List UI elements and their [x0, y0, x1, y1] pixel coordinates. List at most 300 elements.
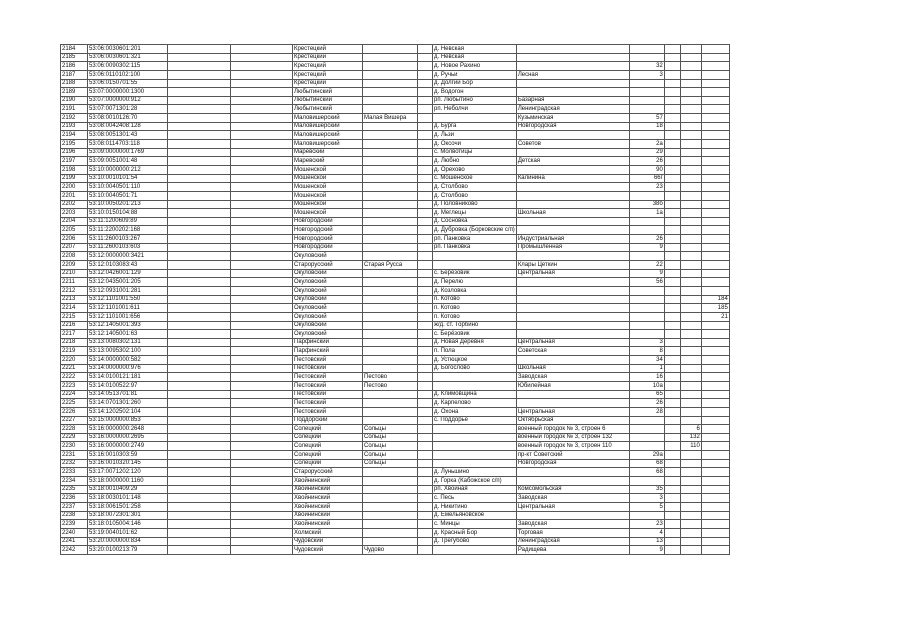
city-cell	[363, 174, 418, 183]
row-number-cell: 2230	[61, 442, 88, 451]
house-number-cell	[629, 252, 664, 261]
city-cell	[363, 140, 418, 149]
empty-col-a-cell	[168, 295, 231, 304]
settlement-cell: д. Красный Бор	[433, 528, 517, 537]
settlement-cell: с. Берёзовик	[433, 269, 517, 278]
house-number-cell	[629, 217, 664, 226]
city-cell	[363, 148, 418, 157]
structure-cell	[680, 330, 701, 339]
house-number-cell: 56	[629, 278, 664, 287]
street-cell: Центральная	[516, 502, 629, 511]
city-cell	[363, 183, 418, 192]
cadastral-number-cell: 53:11:2200202:168	[88, 226, 168, 235]
apartment-cell	[701, 373, 729, 382]
empty-col-a-cell	[168, 537, 231, 546]
house-number-cell	[629, 131, 664, 140]
empty-col-b-cell	[231, 217, 293, 226]
house-number-cell	[629, 53, 664, 62]
structure-cell	[680, 209, 701, 218]
cadastral-number-cell: 53:13:0095302:100	[88, 347, 168, 356]
row-number-cell: 2228	[61, 425, 88, 434]
street-cell	[516, 312, 629, 321]
empty-col-c-cell	[418, 243, 433, 252]
table-row	[61, 148, 730, 157]
empty-col-c-cell	[418, 364, 433, 373]
empty-col-b-cell	[231, 390, 293, 399]
cadastral-number-cell: 53:12:0931001:281	[88, 286, 168, 295]
district-cell: Мошенской	[293, 191, 363, 200]
empty-col-b-cell	[231, 347, 293, 356]
building-cell	[664, 70, 680, 79]
structure-cell	[680, 165, 701, 174]
city-cell	[363, 45, 418, 54]
building-cell	[664, 494, 680, 503]
house-number-cell: 23	[629, 183, 664, 192]
empty-col-a-cell	[168, 477, 231, 486]
city-cell	[363, 209, 418, 218]
city-cell	[363, 347, 418, 356]
cadastral-number-cell: 53:12:1101001:550	[88, 295, 168, 304]
cadastral-number-cell: 53:06:0150701:55	[88, 79, 168, 88]
empty-col-c-cell	[418, 304, 433, 313]
table-row	[61, 62, 730, 71]
empty-col-b-cell	[231, 373, 293, 382]
structure-cell	[680, 304, 701, 313]
house-number-cell: 34	[629, 356, 664, 365]
building-cell	[664, 381, 680, 390]
street-cell: пр-кт Советский	[516, 451, 629, 460]
table-row	[61, 165, 730, 174]
street-cell: Кузьминская	[516, 114, 629, 123]
structure-cell	[680, 88, 701, 97]
empty-col-b-cell	[231, 96, 293, 105]
structure-cell	[680, 286, 701, 295]
cadastral-number-cell: 53:18:0000000:1160	[88, 477, 168, 486]
cadastral-number-cell: 53:14:0100522:97	[88, 381, 168, 390]
apartment-cell	[701, 53, 729, 62]
structure-cell	[680, 407, 701, 416]
table-row	[61, 122, 730, 131]
structure-cell	[680, 70, 701, 79]
table-row	[61, 174, 730, 183]
empty-col-c-cell	[418, 286, 433, 295]
cadastral-number-cell: 53:06:0030601:201	[88, 45, 168, 54]
building-cell	[664, 520, 680, 529]
apartment-cell	[701, 217, 729, 226]
table-row	[61, 53, 730, 62]
street-cell: военный городок № 3, строен 110	[516, 442, 629, 451]
empty-col-b-cell	[231, 148, 293, 157]
row-number-cell: 2238	[61, 511, 88, 520]
cadastral-number-cell: 53:16:0010303:59	[88, 451, 168, 460]
empty-col-c-cell	[418, 252, 433, 261]
apartment-cell: 184	[701, 295, 729, 304]
structure-cell: 110	[680, 442, 701, 451]
street-cell	[516, 200, 629, 209]
empty-col-a-cell	[168, 502, 231, 511]
city-cell: Сольцы	[363, 433, 418, 442]
cadastral-number-cell: 53:08:0010126:70	[88, 114, 168, 123]
structure-cell	[680, 451, 701, 460]
district-cell: Хвойнинский	[293, 502, 363, 511]
street-cell	[516, 356, 629, 365]
empty-col-b-cell	[231, 304, 293, 313]
empty-col-c-cell	[418, 312, 433, 321]
table-row	[61, 321, 730, 330]
table-row	[61, 105, 730, 114]
apartment-cell	[701, 433, 729, 442]
street-cell	[516, 278, 629, 287]
empty-col-b-cell	[231, 399, 293, 408]
empty-col-b-cell	[231, 88, 293, 97]
cadastral-number-cell: 53:11:2600103:603	[88, 243, 168, 252]
empty-col-c-cell	[418, 330, 433, 339]
house-number-cell	[629, 88, 664, 97]
district-cell: Окуловский	[293, 269, 363, 278]
empty-col-c-cell	[418, 269, 433, 278]
row-number-cell: 2239	[61, 520, 88, 529]
settlement-cell: д. Новое Рахино	[433, 62, 517, 71]
table-row	[61, 96, 730, 105]
settlement-cell: п. Пола	[433, 347, 517, 356]
district-cell: Крестецкий	[293, 79, 363, 88]
building-cell	[664, 79, 680, 88]
house-number-cell: 3	[629, 494, 664, 503]
empty-col-c-cell	[418, 356, 433, 365]
house-number-cell: 13	[629, 537, 664, 546]
empty-col-a-cell	[168, 131, 231, 140]
settlement-cell: д. Трегубово	[433, 537, 517, 546]
building-cell	[664, 278, 680, 287]
row-number-cell: 2205	[61, 226, 88, 235]
cadastral-number-cell: 53:12:0435001:205	[88, 278, 168, 287]
city-cell	[363, 131, 418, 140]
house-number-cell: 9	[629, 243, 664, 252]
house-number-cell: 32	[629, 62, 664, 71]
empty-col-b-cell	[231, 157, 293, 166]
street-cell: военный городок № 3, строен 6	[516, 425, 629, 434]
empty-col-b-cell	[231, 468, 293, 477]
row-number-cell: 2187	[61, 70, 88, 79]
street-cell	[516, 217, 629, 226]
house-number-cell	[629, 433, 664, 442]
empty-col-b-cell	[231, 70, 293, 79]
city-cell	[363, 511, 418, 520]
settlement-cell: д. Новая Деревня	[433, 338, 517, 347]
row-number-cell: 2191	[61, 105, 88, 114]
district-cell: Окуловский	[293, 321, 363, 330]
row-number-cell: 2203	[61, 209, 88, 218]
city-cell	[363, 200, 418, 209]
district-cell: Поддорский	[293, 416, 363, 425]
building-cell	[664, 416, 680, 425]
empty-col-a-cell	[168, 114, 231, 123]
building-cell	[664, 502, 680, 511]
city-cell	[363, 122, 418, 131]
empty-col-c-cell	[418, 278, 433, 287]
empty-col-a-cell	[168, 183, 231, 192]
empty-col-c-cell	[418, 520, 433, 529]
table-row	[61, 468, 730, 477]
empty-col-b-cell	[231, 79, 293, 88]
apartment-cell	[701, 114, 729, 123]
city-cell	[363, 252, 418, 261]
city-cell: Пестово	[363, 381, 418, 390]
row-number-cell: 2213	[61, 295, 88, 304]
district-cell: Мошенской	[293, 200, 363, 209]
row-number-cell: 2235	[61, 485, 88, 494]
structure-cell	[680, 252, 701, 261]
city-cell	[363, 286, 418, 295]
empty-col-a-cell	[168, 433, 231, 442]
apartment-cell	[701, 321, 729, 330]
empty-col-a-cell	[168, 191, 231, 200]
city-cell	[363, 477, 418, 486]
street-cell: Промышленная	[516, 243, 629, 252]
street-cell: Новгородская	[516, 122, 629, 131]
structure-cell	[680, 53, 701, 62]
table-row	[61, 200, 730, 209]
district-cell: Хвойнинский	[293, 511, 363, 520]
structure-cell	[680, 45, 701, 54]
building-cell	[664, 261, 680, 270]
district-cell: Пестовский	[293, 407, 363, 416]
city-cell	[363, 278, 418, 287]
apartment-cell	[701, 96, 729, 105]
city-cell	[363, 390, 418, 399]
empty-col-b-cell	[231, 312, 293, 321]
street-cell	[516, 286, 629, 295]
settlement-cell: д. Льзи	[433, 131, 517, 140]
city-cell: Пестово	[363, 373, 418, 382]
empty-col-c-cell	[418, 70, 433, 79]
structure-cell	[680, 459, 701, 468]
street-cell	[516, 399, 629, 408]
city-cell	[363, 165, 418, 174]
row-number-cell: 2220	[61, 356, 88, 365]
cadastral-number-cell: 53:20:0000000:834	[88, 537, 168, 546]
empty-col-c-cell	[418, 217, 433, 226]
settlement-cell: д. Карпелово	[433, 399, 517, 408]
settlement-cell: рп. Хвойная	[433, 485, 517, 494]
settlement-cell	[433, 373, 517, 382]
row-number-cell: 2206	[61, 235, 88, 244]
table-row	[61, 114, 730, 123]
empty-col-a-cell	[168, 459, 231, 468]
district-cell: Пестовский	[293, 399, 363, 408]
cadastral-number-cell: 53:12:0000000:3421	[88, 252, 168, 261]
table-row	[61, 226, 730, 235]
empty-col-a-cell	[168, 88, 231, 97]
cadastral-number-cell: 53:07:0000000:1300	[88, 88, 168, 97]
district-cell: Новгородский	[293, 243, 363, 252]
structure-cell	[680, 381, 701, 390]
settlement-cell	[433, 459, 517, 468]
settlement-cell: д. Сосновка	[433, 217, 517, 226]
district-cell: Пестовский	[293, 373, 363, 382]
apartment-cell	[701, 528, 729, 537]
city-cell	[363, 356, 418, 365]
row-number-cell: 2229	[61, 433, 88, 442]
empty-col-a-cell	[168, 546, 231, 555]
table-row	[61, 347, 730, 356]
empty-col-c-cell	[418, 122, 433, 131]
apartment-cell	[701, 209, 729, 218]
cadastral-number-cell: 53:18:0030101:148	[88, 494, 168, 503]
apartment-cell	[701, 191, 729, 200]
building-cell	[664, 235, 680, 244]
house-number-cell: 9	[629, 546, 664, 555]
row-number-cell: 2209	[61, 261, 88, 270]
city-cell	[363, 416, 418, 425]
street-cell	[516, 45, 629, 54]
district-cell: Крестецкий	[293, 53, 363, 62]
structure-cell	[680, 79, 701, 88]
settlement-cell: рп. Неболчи	[433, 105, 517, 114]
empty-col-a-cell	[168, 278, 231, 287]
cadastral-number-cell: 53:07:0071301:28	[88, 105, 168, 114]
empty-col-c-cell	[418, 53, 433, 62]
cadastral-number-cell: 53:14:0701301:260	[88, 399, 168, 408]
row-number-cell: 2232	[61, 459, 88, 468]
apartment-cell	[701, 502, 729, 511]
empty-col-a-cell	[168, 269, 231, 278]
street-cell: Ленинградская	[516, 537, 629, 546]
building-cell	[664, 373, 680, 382]
building-cell	[664, 295, 680, 304]
empty-col-b-cell	[231, 235, 293, 244]
empty-col-c-cell	[418, 416, 433, 425]
house-number-cell: 8	[629, 347, 664, 356]
apartment-cell	[701, 425, 729, 434]
house-number-cell: 38б	[629, 200, 664, 209]
settlement-cell	[433, 546, 517, 555]
street-cell	[516, 148, 629, 157]
apartment-cell	[701, 148, 729, 157]
district-cell: Хвойнинский	[293, 477, 363, 486]
district-cell: Пестовский	[293, 356, 363, 365]
empty-col-a-cell	[168, 442, 231, 451]
settlement-cell: рп. Панковка	[433, 243, 517, 252]
district-cell: Чудовский	[293, 546, 363, 555]
street-cell	[516, 88, 629, 97]
apartment-cell	[701, 200, 729, 209]
settlement-cell	[433, 261, 517, 270]
empty-col-b-cell	[231, 174, 293, 183]
empty-col-a-cell	[168, 347, 231, 356]
district-cell: Мошенской	[293, 209, 363, 218]
empty-col-c-cell	[418, 425, 433, 434]
cadastral-number-cell: 53:16:0000000:2648	[88, 425, 168, 434]
empty-col-c-cell	[418, 502, 433, 511]
empty-col-b-cell	[231, 407, 293, 416]
apartment-cell	[701, 269, 729, 278]
empty-col-a-cell	[168, 140, 231, 149]
table-row	[61, 502, 730, 511]
building-cell	[664, 537, 680, 546]
street-cell: Новгородская	[516, 459, 629, 468]
cadastral-number-cell: 53:18:0010409:29	[88, 485, 168, 494]
street-cell: Заводская	[516, 373, 629, 382]
apartment-cell	[701, 252, 729, 261]
empty-col-c-cell	[418, 468, 433, 477]
district-cell: Парфинский	[293, 338, 363, 347]
cadastral-number-cell: 53:07:0000000:912	[88, 96, 168, 105]
house-number-cell	[629, 511, 664, 520]
district-cell: Хвойнинский	[293, 520, 363, 529]
empty-col-a-cell	[168, 407, 231, 416]
city-cell: Чудово	[363, 546, 418, 555]
empty-col-b-cell	[231, 269, 293, 278]
structure-cell	[680, 338, 701, 347]
row-number-cell: 2240	[61, 528, 88, 537]
house-number-cell: 68	[629, 459, 664, 468]
city-cell	[363, 338, 418, 347]
table-row	[61, 528, 730, 537]
house-number-cell: 3	[629, 70, 664, 79]
building-cell	[664, 356, 680, 365]
street-cell: Центральная	[516, 338, 629, 347]
building-cell	[664, 442, 680, 451]
empty-col-a-cell	[168, 528, 231, 537]
house-number-cell	[629, 79, 664, 88]
settlement-cell: д. Любно	[433, 157, 517, 166]
cadastral-number-cell: 53:10:0150104:88	[88, 209, 168, 218]
table-row	[61, 407, 730, 416]
district-cell: Пестовский	[293, 390, 363, 399]
house-number-cell	[629, 105, 664, 114]
empty-col-c-cell	[418, 321, 433, 330]
empty-col-a-cell	[168, 96, 231, 105]
building-cell	[664, 347, 680, 356]
empty-col-a-cell	[168, 399, 231, 408]
empty-col-c-cell	[418, 373, 433, 382]
empty-col-a-cell	[168, 364, 231, 373]
row-number-cell: 2236	[61, 494, 88, 503]
empty-col-a-cell	[168, 165, 231, 174]
house-number-cell: 29	[629, 148, 664, 157]
house-number-cell	[629, 330, 664, 339]
empty-col-b-cell	[231, 511, 293, 520]
structure-cell	[680, 140, 701, 149]
settlement-cell: д. Горка (Кабожское с/п)	[433, 477, 517, 486]
empty-col-a-cell	[168, 157, 231, 166]
row-number-cell: 2224	[61, 390, 88, 399]
building-cell	[664, 157, 680, 166]
house-number-cell: 57	[629, 114, 664, 123]
empty-col-c-cell	[418, 183, 433, 192]
district-cell: Окуловский	[293, 286, 363, 295]
empty-col-a-cell	[168, 356, 231, 365]
row-number-cell: 2223	[61, 381, 88, 390]
city-cell: Сольцы	[363, 425, 418, 434]
structure-cell	[680, 494, 701, 503]
building-cell	[664, 304, 680, 313]
empty-col-b-cell	[231, 122, 293, 131]
settlement-cell: д. Невская	[433, 53, 517, 62]
row-number-cell: 2218	[61, 338, 88, 347]
structure-cell	[680, 416, 701, 425]
house-number-cell: 1	[629, 364, 664, 373]
structure-cell	[680, 477, 701, 486]
structure-cell	[680, 312, 701, 321]
empty-col-c-cell	[418, 148, 433, 157]
apartment-cell: 21	[701, 312, 729, 321]
building-cell	[664, 45, 680, 54]
structure-cell	[680, 528, 701, 537]
house-number-cell	[629, 226, 664, 235]
street-cell: Калинина	[516, 174, 629, 183]
